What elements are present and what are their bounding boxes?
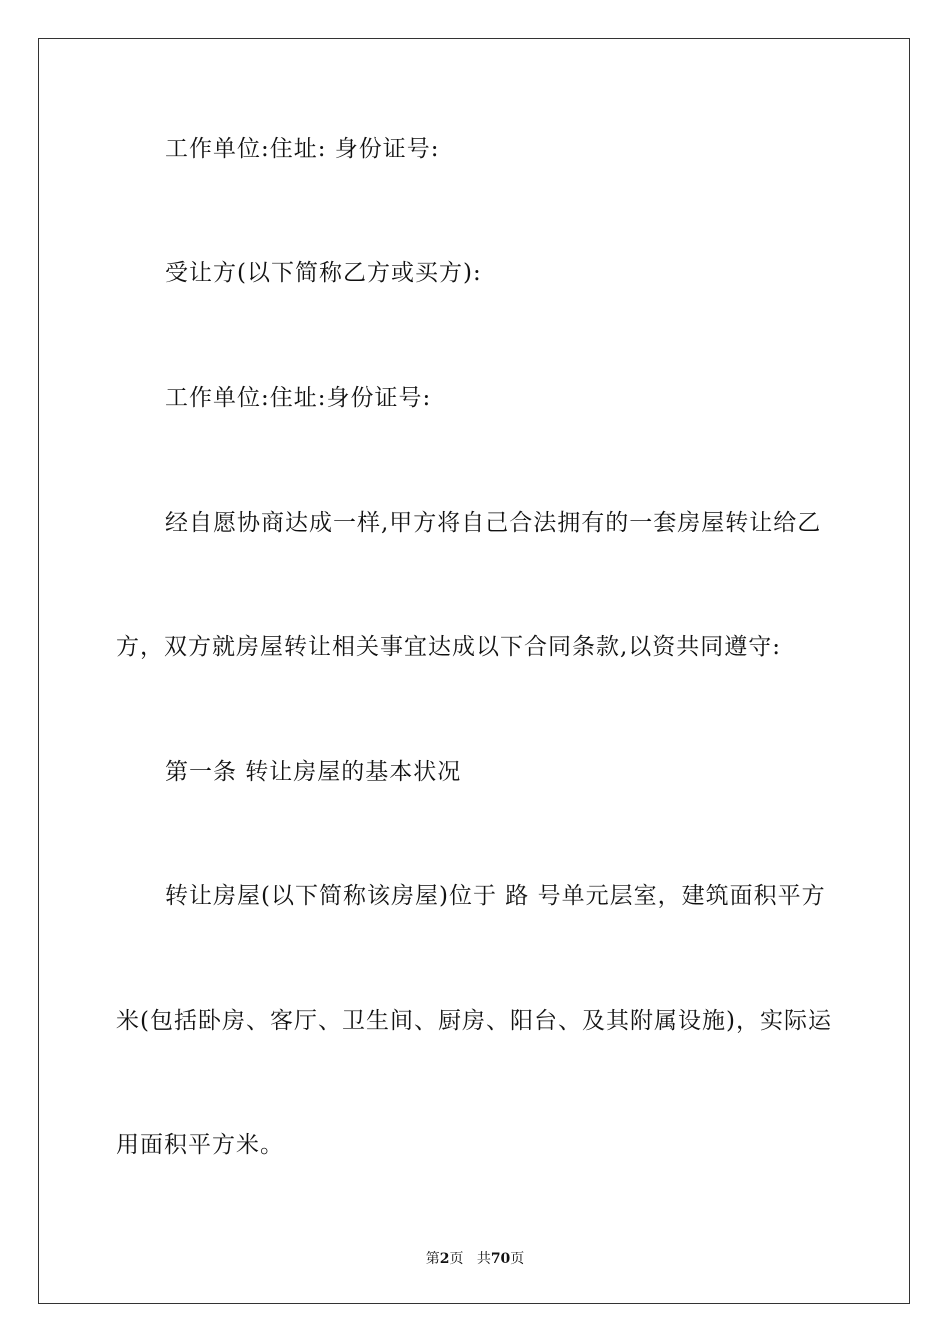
- article-one-heading: 第一条 转让房屋的基本状况: [165, 759, 462, 785]
- paragraph-house-location-line-1: 转让房屋(以下简称该房屋)位于 路 号单元层室，建筑面积平方: [165, 883, 826, 909]
- paragraph-house-location-line-2: 米(包括卧房、客厅、卫生间、厨房、阳台、及其附属设施)，实际运: [116, 1008, 832, 1034]
- paragraph-agreement-line-2: 方，双方就房屋转让相关事宜达成以下合同条款,以资共同遵守:: [116, 634, 782, 660]
- paragraph-employer-address-id-2: 工作单位:住址:身份证号:: [165, 385, 432, 411]
- paragraph-house-location-line-3: 用面积平方米。: [116, 1132, 284, 1158]
- paragraph-employer-address-id-1: 工作单位:住址: 身份证号:: [165, 136, 440, 162]
- footer-page-prefix: 第: [425, 1251, 440, 1267]
- footer-page-number: 2: [439, 1251, 450, 1267]
- footer-total-prefix: 共: [476, 1251, 491, 1267]
- page-footer: [0, 1248, 950, 1268]
- footer-page-suffix: 页: [449, 1251, 464, 1267]
- paragraph-agreement-line-1: 经自愿协商达成一样,甲方将自己合法拥有的一套房屋转让给乙: [165, 510, 822, 536]
- footer-total-pages: 70: [490, 1251, 511, 1267]
- footer-total-suffix: 页: [510, 1251, 525, 1267]
- paragraph-transferee: 受让方(以下简称乙方或买方):: [165, 260, 482, 286]
- page-border: [38, 38, 910, 1304]
